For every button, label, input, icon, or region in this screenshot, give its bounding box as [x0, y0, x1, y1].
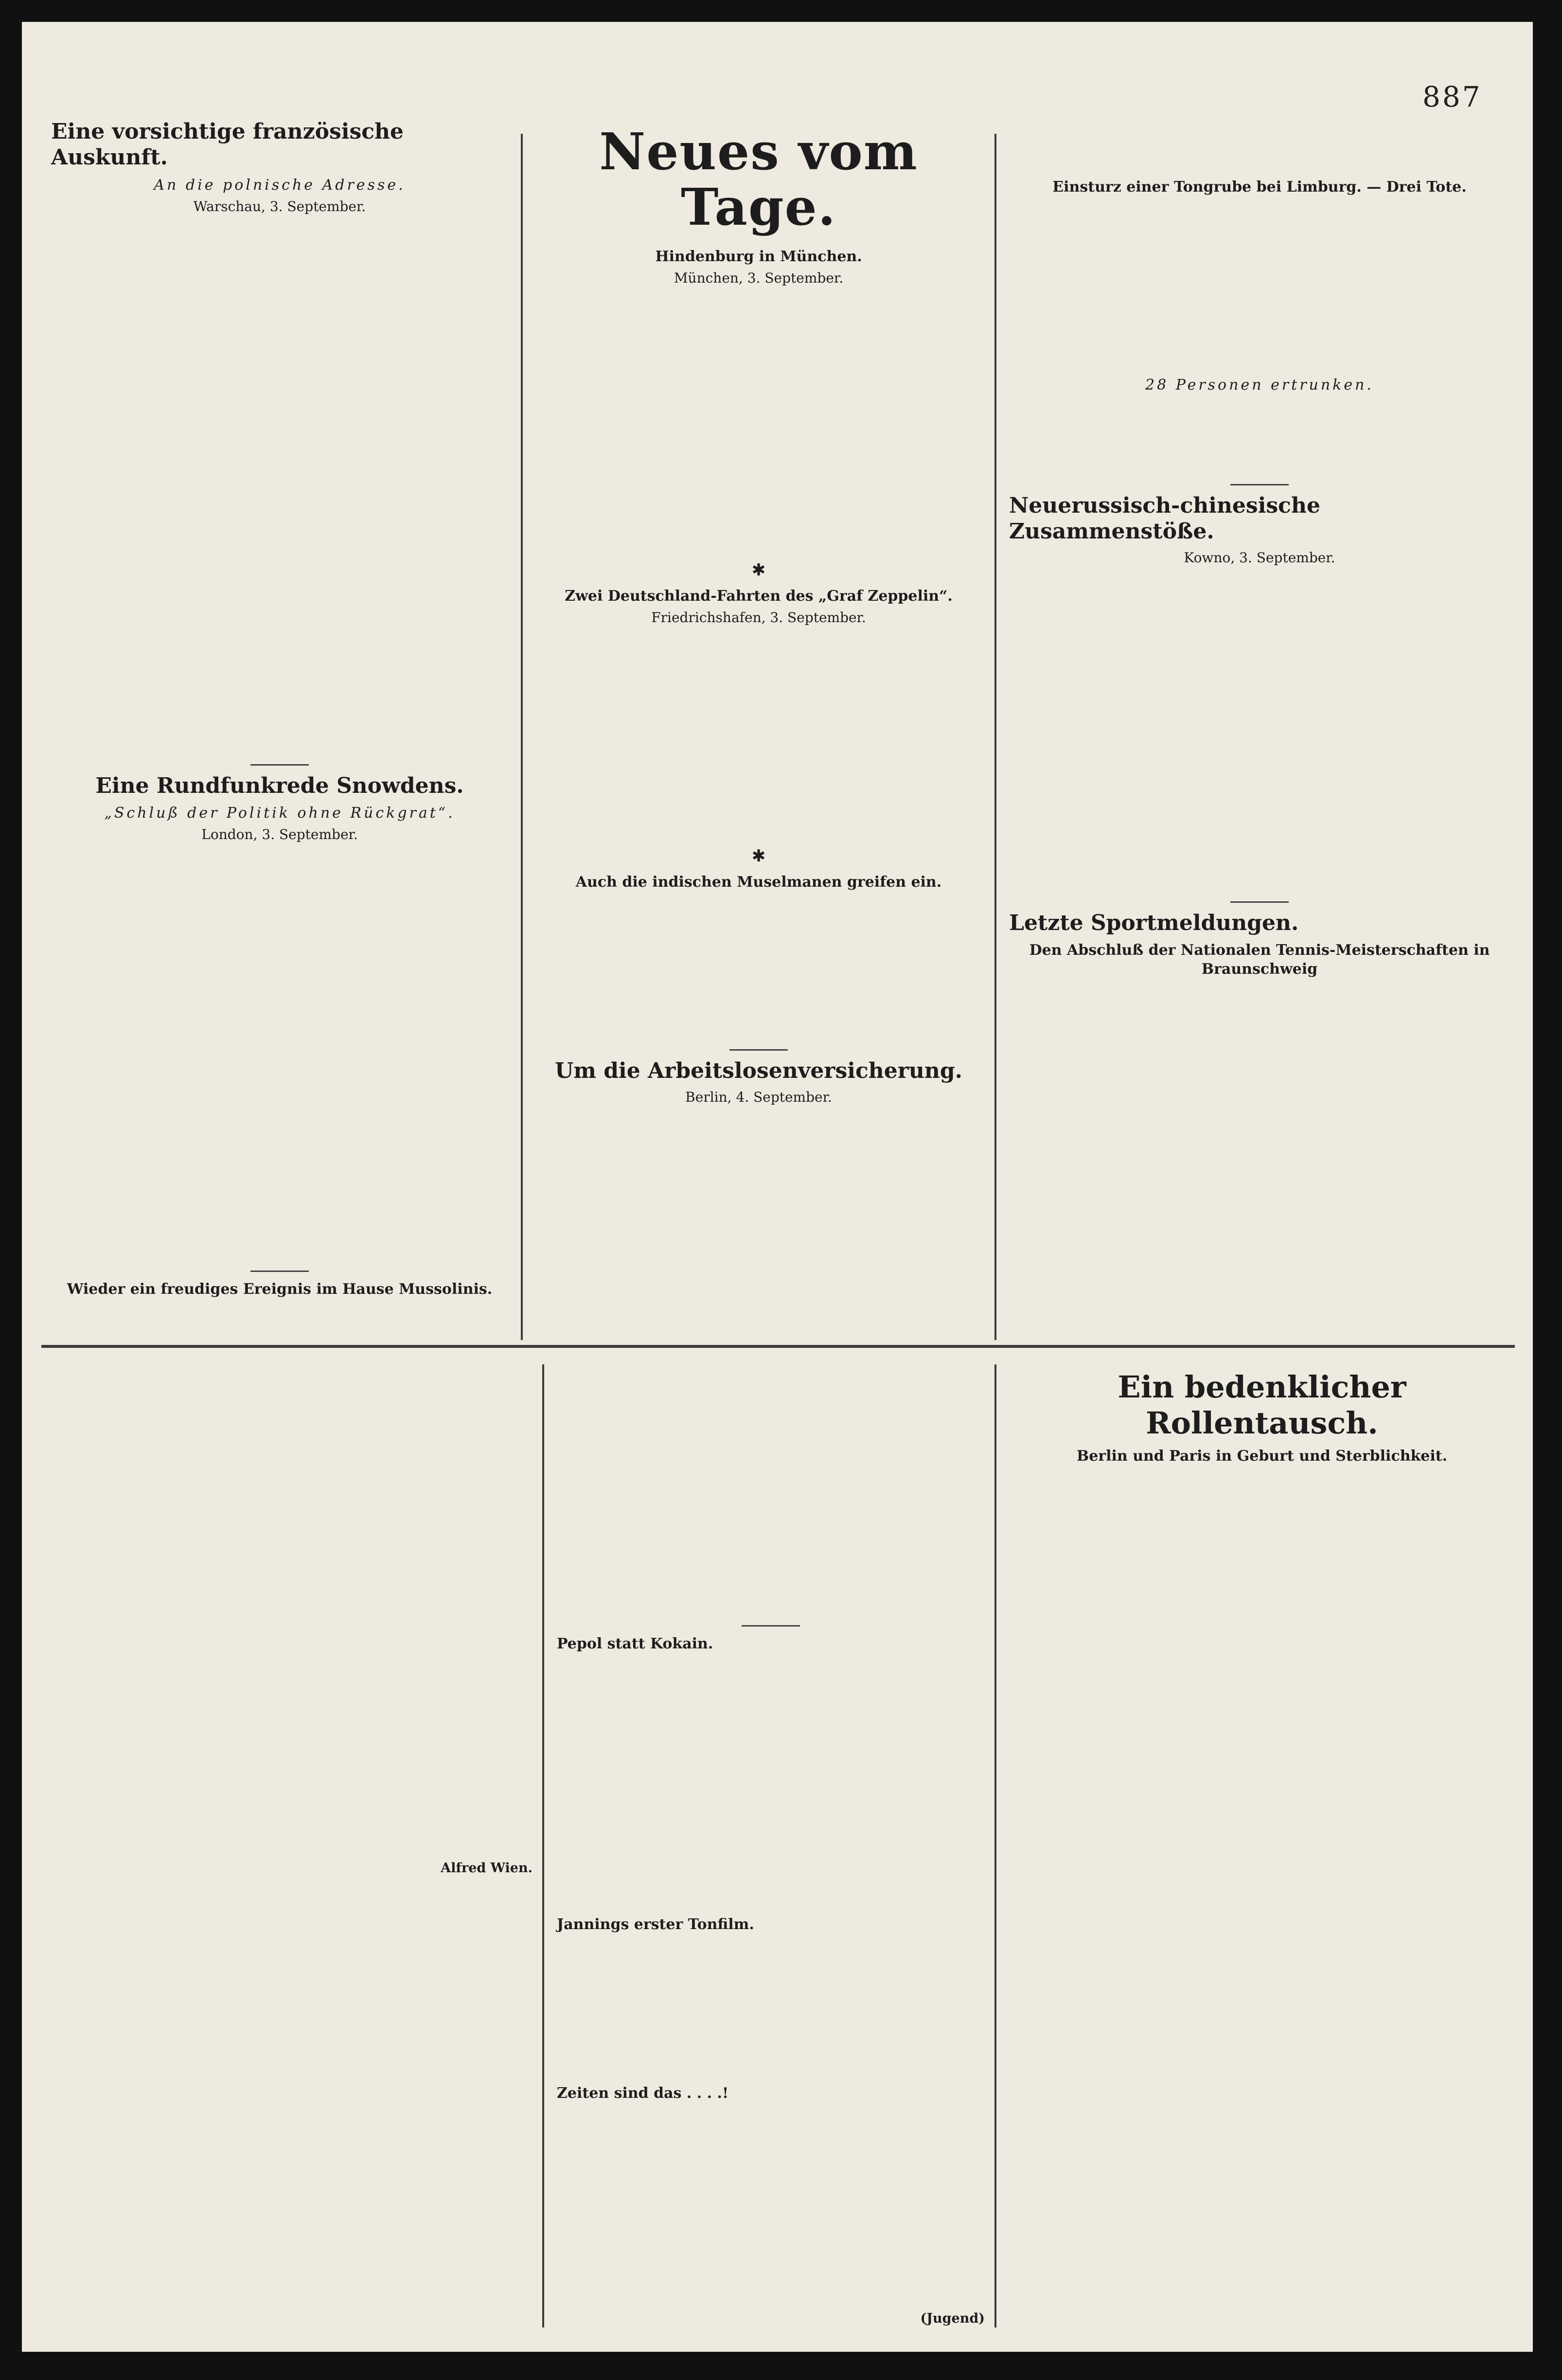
- article-separator: [742, 1625, 800, 1627]
- masthead: Neues vom Tage.: [599, 122, 918, 237]
- column-divider: [542, 1364, 544, 2327]
- article-dateline: Kowno, 3. September.: [1184, 549, 1335, 566]
- article-headline: Eine Rundfunkrede Snowdens.: [95, 773, 464, 798]
- article-headline: Eine vorsichtige französische Auskunft.: [51, 119, 404, 170]
- article-headline: 28 Personen ertrunken.: [1145, 376, 1374, 394]
- asterisk-separator: ✱: [751, 560, 766, 580]
- column-1: [51, 119, 508, 1303]
- article-separator: [250, 1271, 309, 1272]
- lower-middle-column: [557, 1374, 985, 2326]
- column-2: [537, 124, 980, 1112]
- article-subhead: „Schluß der Politik ohne Rückgrat“.: [104, 805, 455, 822]
- article-headline: Letzte Sportmeldungen.: [1009, 910, 1299, 935]
- article-headline: Zwei Deutschland-Fahrten des „Graf Zeppelin“.: [565, 587, 953, 605]
- article-subhead: Den Abschluß der Nationalen Tennis-Meisterschaften in Braunschweig: [1029, 942, 1490, 978]
- column-divider: [994, 1364, 996, 2327]
- asterisk-separator: ✱: [751, 846, 766, 866]
- article-separator: [729, 1049, 788, 1051]
- page-number: 887: [1422, 80, 1482, 113]
- article-headline: Einsturz einer Tongrube bei Limburg. — Drei Tote.: [1052, 179, 1467, 196]
- article-separator: [1230, 901, 1289, 903]
- article-dateline: Friedrichshafen, 3. September.: [651, 609, 866, 626]
- column-divider: [994, 134, 996, 1340]
- article-dateline: Berlin, 4. September.: [685, 1089, 832, 1105]
- article-subhead: Berlin und Paris in Geburt und Sterblichkeit.: [1076, 1447, 1448, 1465]
- article-dateline: München, 3. September.: [674, 269, 844, 286]
- article-headline: Ein bedenklicher Rollentausch.: [1118, 1369, 1406, 1441]
- section-divider: [41, 1345, 1515, 1348]
- newspaper-page: [22, 22, 1533, 2352]
- column-3: [1009, 178, 1510, 983]
- article-separator: [250, 764, 309, 766]
- item-headline: Pepol statt Kokain.: [557, 1635, 713, 1652]
- item-headline: Zeiten sind das . . . .!: [557, 2085, 729, 2102]
- article-headline: Auch die indischen Muselmanen greifen ein.: [575, 873, 942, 891]
- article-headline: Wieder ein freudiges Ereignis im Hause Mussolinis.: [67, 1281, 493, 1298]
- article-headline: Um die Arbeitslosenversicherung.: [555, 1058, 962, 1083]
- column-divider: [521, 134, 523, 1340]
- lower-right-column: [1009, 1369, 1515, 1469]
- article-dateline: Warschau, 3. September.: [193, 198, 366, 215]
- lower-left-column: [51, 1374, 532, 1876]
- item-headline: Jannings erster Tonfilm.: [557, 1916, 754, 1933]
- article-headline: Neuerussisch-chinesische Zusammenstöße.: [1009, 493, 1320, 544]
- article-subhead: An die polnische Adresse.: [154, 176, 406, 194]
- source-credit: (Jugend): [920, 2311, 985, 2326]
- article-separator: [1230, 484, 1289, 485]
- article-dateline: London, 3. September.: [201, 826, 358, 843]
- article-byline: Alfred Wien.: [441, 1861, 532, 1876]
- article-headline: Hindenburg in München.: [655, 248, 862, 265]
